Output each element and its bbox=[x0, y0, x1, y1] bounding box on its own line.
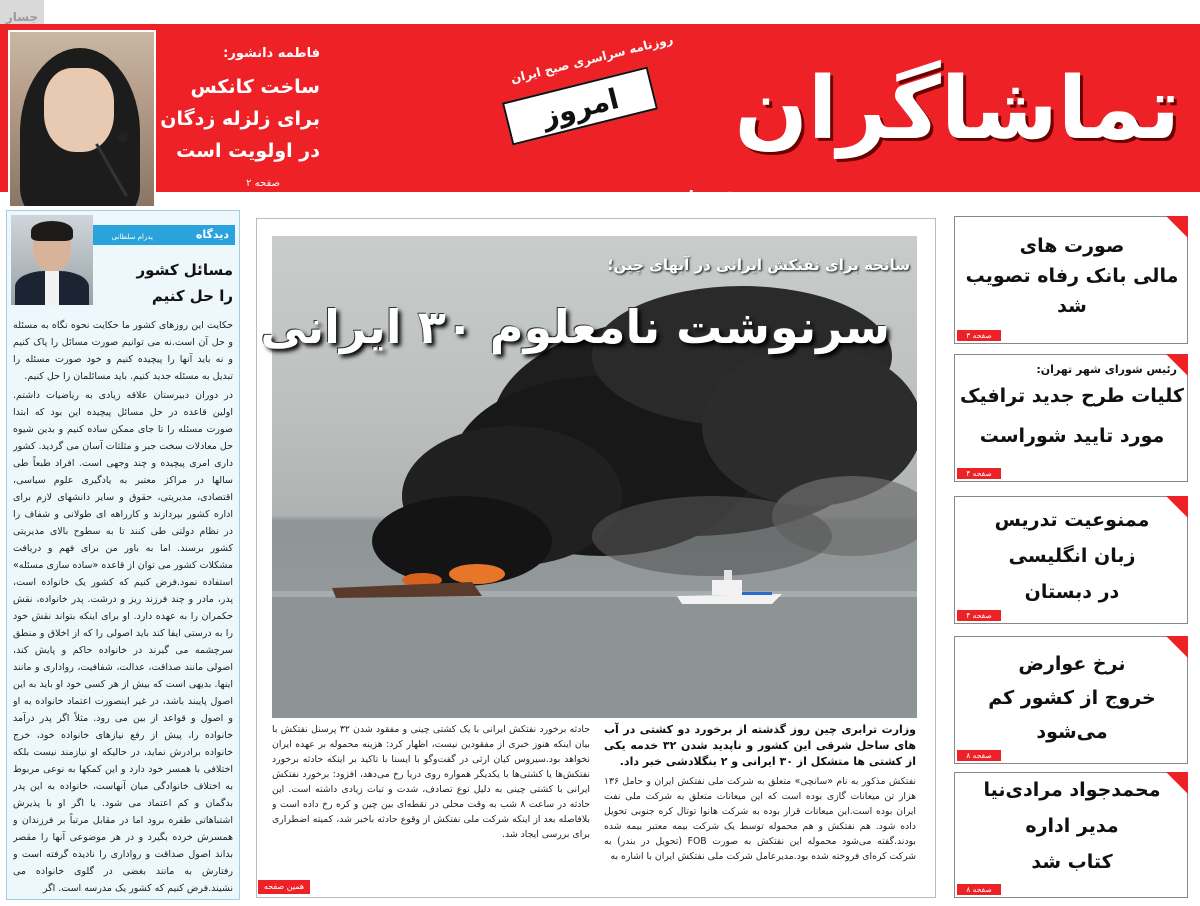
paper-logo: تماشاگران bbox=[734, 59, 1180, 159]
page-ref-badge: صفحه ۳ bbox=[957, 330, 1001, 341]
main-story-headline[interactable]: سرنوشت نامعلوم ۳۰ ایرانی bbox=[260, 300, 890, 354]
page-ref-badge: همین صفحه bbox=[258, 880, 310, 894]
opinion-body bbox=[13, 317, 233, 895]
main-story-lead: وزارت ترابری چین روز گذشته از برخورد دو کشتی در آب های ساحل شرقی این کشور و ناپدید شدن ۳۲ خدمه یکی از کشتی ها متشکل از ۳۰ ایرانی و ۲ بنگلادشی خبر داد. bbox=[604, 723, 916, 768]
side-headline-line: ممنوعیت تدریس bbox=[994, 509, 1150, 531]
side-headline-line: می‌شود bbox=[1036, 721, 1108, 743]
side-headline-line: خروج از کشور کم bbox=[988, 687, 1156, 709]
side-headline-line: مدیر اداره bbox=[1025, 815, 1119, 837]
opinion-title: مسائل کشور bbox=[136, 261, 233, 279]
side-headline-box[interactable] bbox=[954, 636, 1188, 764]
side-headline-box[interactable] bbox=[954, 772, 1188, 898]
side-headline-box[interactable] bbox=[954, 496, 1188, 624]
side-headline-box[interactable] bbox=[954, 354, 1188, 482]
side-headline-line: مورد تایید شوراست bbox=[979, 425, 1165, 447]
side-headline-line: شد bbox=[1057, 295, 1087, 317]
opinion-author: پدرام سلطانی bbox=[111, 233, 153, 241]
opinion-label: دیدگاه bbox=[93, 225, 235, 245]
teaser-headline-line: ساخت کانکس bbox=[190, 76, 320, 98]
side-headline-box[interactable] bbox=[954, 216, 1188, 344]
teaser-page-ref: صفحه ۲ bbox=[246, 178, 280, 189]
side-kicker: رئیس شورای شهر تهران: bbox=[1036, 363, 1177, 376]
side-headline-line: کتاب شد bbox=[1031, 851, 1113, 873]
main-story-body: حادثه برخورد نفتکش ایرانی با یک کشتی چینی و مفقود شدن ۳۲ پرسنل نفتکش با بیان اینکه هنوز خبری از مفقودین نیست، اظهار کرد: هزینه محموله بر عهده ایران نخواهد بود.سیروس کیان ارثی در گفت‌وگو با ایسنا با تاکید بر اینکه حادثه برخورد نفتکش‌ها یا کشتی‌ها با یکدیگر همواره روی دریا رخ می‌دهد، افزود: برخورد نفتکش ایرانی با کشتی چینی به دلیل نوع تصادف، شدت و تبات زیادی داشته است. این حادثه در ساعت ۸ شب به وقت محلی در نقطه‌ای بین چین و کره رخ داده است و بلافاصله بعد از اینکه شرکت ملی نفتکش از وقوع حادثه باخبر شد، کمیته اضطراری برای بررسی ایجاد شد. bbox=[272, 724, 590, 840]
side-headline-line: در دبستان bbox=[1024, 581, 1120, 603]
masthead bbox=[0, 24, 1200, 207]
teaser-photo bbox=[8, 30, 156, 208]
edition-badge: امروز bbox=[502, 67, 658, 146]
teaser-headline-line: در اولویت است bbox=[176, 140, 320, 162]
teaser-author: فاطمه دانشور: bbox=[223, 46, 320, 61]
opinion-author-photo bbox=[11, 215, 93, 305]
side-headline-line: صورت های bbox=[1019, 235, 1125, 257]
masthead-teaser[interactable] bbox=[160, 46, 320, 206]
page-ref-badge: صفحه ۴ bbox=[957, 610, 1001, 621]
opinion-paragraph: در دوران دبیرستان علاقه زیادی به ریاضیات داشتم. اولین قاعده در حل مسائل پیچیده این بود که ابتدا صورت مسئله را تا جای ممکن ساده کنیم و بدین شیوه حل معادلات سخت جبر و مثلثات آسان می گردید. کشور داری امری پیچیده و چند وجهی است. افراد طبعاً طی سالها در مراکز معتبر به یادگیری علوم سیاسی، اقتصادی، مدیریتی، حقوق و سایر دانشهای لازم برای اداره کشور بپردازند و کارراهه ای طولانی و شفاف را در نظام دولتی طی کنند تا به سطوح بالای مدیریتی کشور برسند. اما به باور من برای فهم و دریافت مشکلات کشور می توان از قاعده «ساده سازی مسئله» استفاده نمود.فرض کنیم که کشور یک خانواده است، پدر، مادر و چند فرزند ریز و درشت. پدر خانواده، نقش حکمران را به عهده دارد. او برای اینکه بتواند نقش خود را به درستی ایفا کند باید اصولی را که از اخلاق و منطق سرچشمه می گیرند در خانواده حاکم و پایش کند، اصولی مانند صداقت، عدالت، شفافیت، رواداری و مانند اینها. بدیهی است که بیش از هر کسی خود او باید به این اصول پایبند باشد، در غیر اینصورت اعتماد خانواده به او و اصول و قواعد از بین می رود. مثلاً اگر پدر درآمد خانواده را، پیش از رفع نیازهای خانواده خود، خرج خانواده برادرش نماید، در حالیکه او نیازمند نیست بلکه اختلافی با همسر خود دارد و این کمکها به نوعی مربوط به اختلاف خانوادگی میان آنهاست، خانواده به این پدر بدگمان و کم اعتماد می شود. یا اگر او با پذیرش اشتباهاتی طفره برود اما در مقابل مرتباً بر فرزندان و همسرش خرده بگیرد و در هر موضوعی آنها را مقصر بداند اصول صداقت و رواداری را نادیده گرفته است و رفتارش به مانند بغضی در گلوی خانواده می نشیند.فرض کنیم که کشور یک مدرسه است. اگر bbox=[13, 390, 233, 894]
side-headline-line: نرخ عوارض bbox=[1018, 653, 1126, 675]
opinion-title: را حل کنیم bbox=[151, 287, 233, 305]
opinion-column[interactable] bbox=[6, 210, 240, 900]
page-ref-badge: صفحه ۸ bbox=[957, 884, 1001, 895]
side-headline-line: مالی بانک رفاه تصویب bbox=[965, 265, 1179, 287]
issue-info: شماره ۳۶۹ /روزنامه هنری، ورزشی و اجتماعی/ ۸ صفحه - دوشنبه ۱۸دی ۱۳۹۶ bbox=[767, 194, 1185, 207]
opinion-paragraph: حکایت این روزهای کشور ما حکایت نحوه نگاه به مسئله و حل آن است.نه می توانیم صورت مسائل را پاک کنیم و نه باید آنها را پیچیده کنیم و خود صورت مسئله را تبدیل به مسئله جدید کنیم. باید مسائلمان را حل کنیم. bbox=[13, 320, 233, 382]
masthead-top-strip bbox=[0, 0, 1200, 24]
corner-logo: جسار bbox=[0, 0, 44, 34]
price: ۱۰۰۰ تومان bbox=[674, 187, 766, 206]
page-ref-badge: صفحه ۴ bbox=[957, 468, 1001, 479]
teaser-headline-line: برای زلزله زدگان bbox=[160, 108, 320, 130]
main-story-body: نفتکش مذکور به نام «سانچی» متعلق به شرکت ملی نفتکش ایران و حامل ۱۳۶ هزار تن میعانات گازی بوده است که این میعانات متعلق به شرکت ملی نفت ایران بوده است.این میعانات قرار بوده به شرکت هانوا توتال کره جنوبی تحویل داده شود. هم نفتکش و هم محموله توسط یک شرکت بیمه معتبر بیمه شده بودند.گفته می‌شود محموله این نفتکش به صورت FOB (تحویل در بندر) به شرکت کره‌ای فروخته شده بود.مدیرعامل شرکت ملی نفتکش ایران با اشاره به bbox=[604, 776, 916, 862]
side-headline-line: محمدجواد مرادی‌نیا bbox=[983, 779, 1161, 801]
side-headline-line: زبان انگلیسی bbox=[1008, 545, 1136, 567]
page-ref-badge: صفحه ۸ bbox=[957, 750, 1001, 761]
tagline: روزنامه سراسری صبح ایران bbox=[509, 32, 675, 86]
main-story-kicker: سانحه برای نفتکش ایرانی در آبهای چین؛ bbox=[607, 256, 910, 274]
side-headline-line: کلیات طرح جدید ترافیک bbox=[960, 385, 1184, 407]
